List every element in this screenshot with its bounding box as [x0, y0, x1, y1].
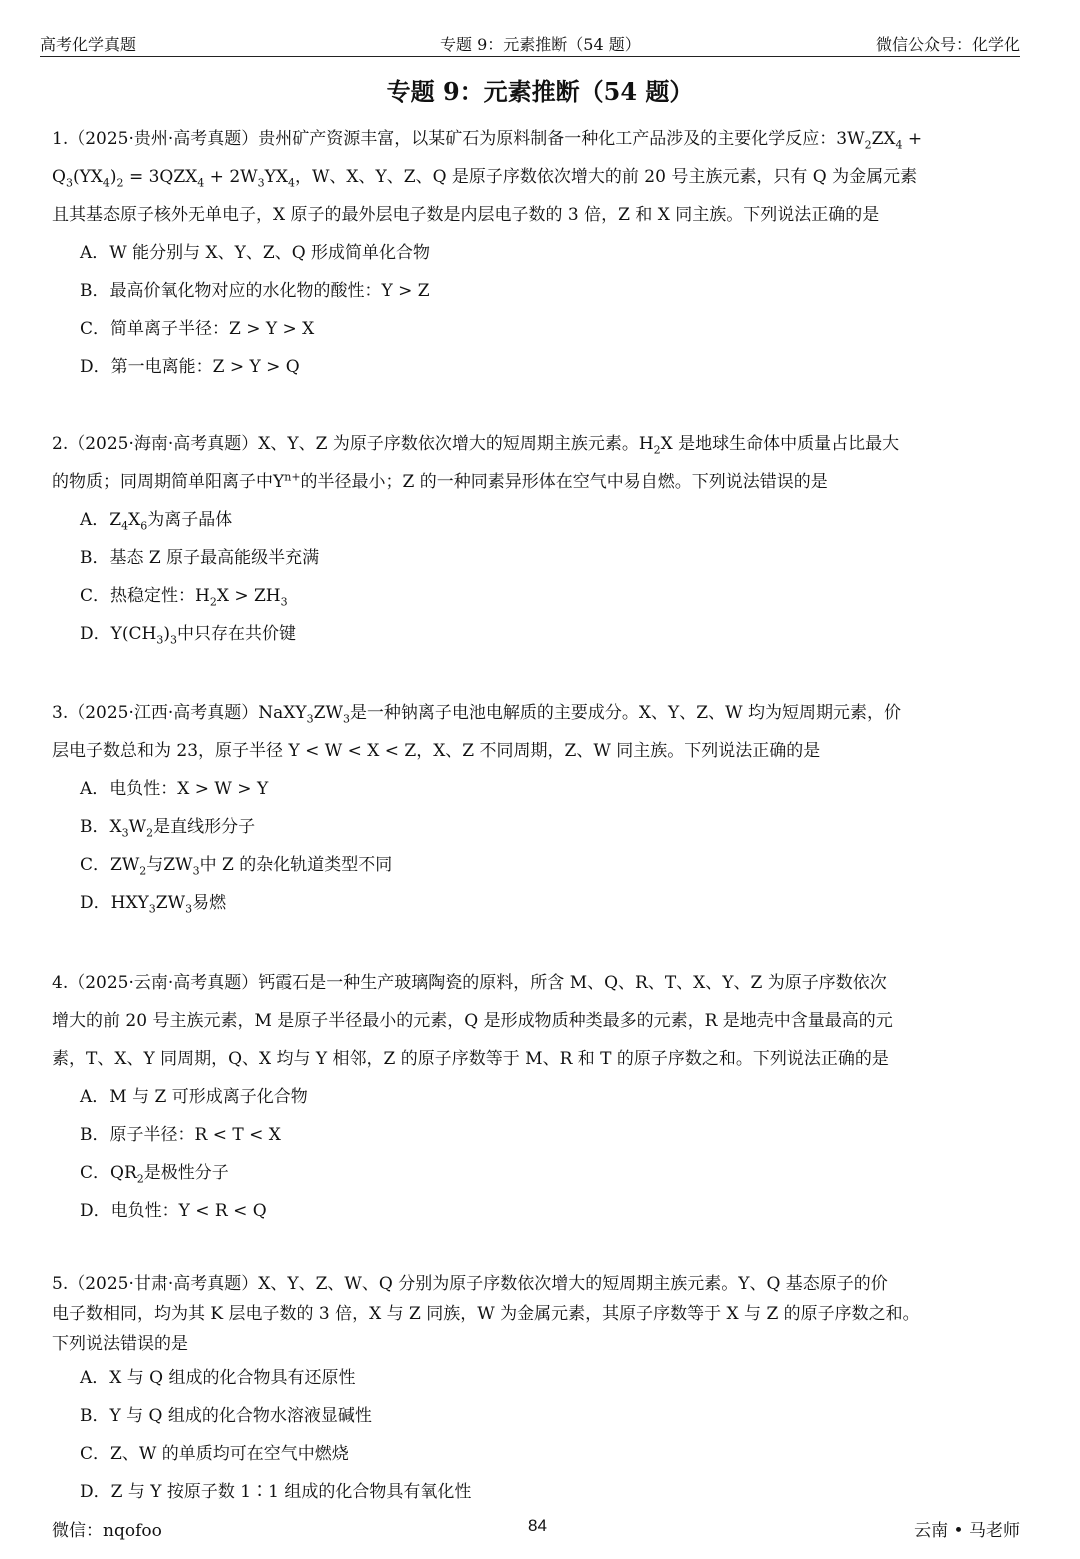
question-stem	[52, 120, 1024, 234]
page-footer	[52, 1516, 1020, 1540]
stem-line: 增大的前 20 号主族元素，M 是原子半径最小的元素，Q 是形成物质种类最多的元素，R 是地壳中含量最高的元	[52, 1011, 893, 1031]
option-d: D．Z 与 Y 按原子数 1∶1 组成的化合物具有氧化性	[80, 1482, 472, 1502]
question-stem	[52, 694, 1024, 770]
stem-line: 电子数相同，均为其 K 层电子数的 3 倍，X 与 Z 同族，W 为金属元素，其原子序数等于 X 与 Z 的原子序数之和。	[52, 1304, 920, 1324]
stem-line: 5.（2025·甘肃·高考真题）X、Y、Z、W、Q 分别为原子序数依次增大的短周期主族元素。Y、Q 基态原子的价	[52, 1274, 888, 1294]
header-left-text: 高考化学真题	[40, 35, 137, 54]
stem-line: 的物质；同周期简单阳离子中$Y^{n+}$的半径最小；Z 的一种同素异形体在空气中易自燃。下列说法错误的是	[52, 470, 828, 492]
stem-line: 层电子数总和为 23，原子半径 Y < W < X < Z，X、Z 不同周期，Z、W 同主族。下列说法正确的是	[52, 741, 821, 761]
stem-line: 下列说法错误的是	[52, 1334, 188, 1354]
stem-line: 2.（2025·海南·高考真题）X、Y、Z 为原子序数依次增大的短周期主族元素。$H_2X$ 是地球生命体中质量占比最大	[52, 434, 900, 457]
option-b: B．最高价氧化物对应的水化物的酸性：Y > Z	[80, 281, 430, 301]
option-d: D．电负性：Y < R < Q	[80, 1201, 267, 1221]
option-b: B．$X_3W_2$是直线形分子	[80, 817, 256, 840]
option-c: C．$QR_2$是极性分子	[80, 1163, 229, 1186]
option-a: A．W 能分别与 X、Y、Z、Q 形成简单化合物	[80, 243, 431, 263]
header-right-text: 微信公众号：化学化	[875, 35, 1020, 54]
stem-line: 1.（2025·贵州·高考真题）贵州矿产资源丰富，以某矿石为原料制备一种化工产品涉及的主要化学反应：$3W_2ZX_4$ +	[52, 129, 923, 152]
question-2	[52, 425, 1024, 653]
footer-wechat: 微信：nqofoo	[52, 1521, 162, 1541]
option-c: C．热稳定性：$H_2X > ZH_3$	[80, 586, 288, 609]
question-stem	[52, 964, 1024, 1078]
stem-line: 且其基态原子核外无单电子，X 原子的最外层电子数是内层电子数的 3 倍，Z 和 X 同主族。下列说法正确的是	[52, 205, 880, 225]
page-number: 84	[528, 1516, 547, 1535]
question-5	[52, 1269, 1024, 1511]
stem-line: $Q_3(YX_4)_2 = 3QZX_4 + 2W_3YX_4$，W、X、Y、Z、Q 是原子序数依次增大的前 20 号主族元素，只有 Q 为金属元素	[52, 167, 918, 190]
option-d: D．第一电离能：Z > Y > Q	[80, 357, 300, 377]
option-b: B．原子半径：R < T < X	[80, 1125, 281, 1145]
option-a: A．M 与 Z 可形成离子化合物	[80, 1087, 308, 1107]
option-c: C．$ZW_2$与$ZW_3$中 Z 的杂化轨道类型不同	[80, 855, 393, 878]
question-stem	[52, 1269, 1024, 1359]
option-b: B．Y 与 Q 组成的化合物水溶液显碱性	[80, 1406, 372, 1426]
page-title: 专题 9：元素推断（54 题）	[386, 77, 694, 106]
option-c: C．Z、W 的单质均可在空气中燃烧	[80, 1444, 349, 1464]
option-a: A．X 与 Q 组成的化合物具有还原性	[80, 1368, 356, 1388]
option-c: C．简单离子半径：Z > Y > X	[80, 319, 315, 339]
header-divider	[40, 56, 1020, 57]
option-d: D．$HXY_3ZW_3$易燃	[80, 893, 227, 916]
stem-line: 素，T、X、Y 同周期，Q、X 均与 Y 相邻，Z 的原子序数等于 M、R 和 T 的原子序数之和。下列说法正确的是	[52, 1049, 889, 1069]
question-3	[52, 694, 1024, 922]
footer-author: 云南 • 马老师	[914, 1521, 1020, 1541]
option-a: A．电负性：X > W > Y	[80, 779, 269, 799]
question-4	[52, 964, 1024, 1230]
option-b: B．基态 Z 原子最高能级半充满	[80, 548, 320, 568]
stem-line: 4.（2025·云南·高考真题）钙霞石是一种生产玻璃陶瓷的原料，所含 M、Q、R、T、X、Y、Z 为原子序数依次	[52, 973, 887, 993]
page-header	[40, 32, 1020, 56]
stem-line: 3.（2025·江西·高考真题）$NaXY_3ZW_3$是一种钠离子电池电解质的主要成分。X、Y、Z、W 均为短周期元素，价	[52, 703, 901, 726]
question-stem	[52, 425, 1024, 501]
header-center-text: 专题 9：元素推断（54 题）	[440, 35, 641, 54]
option-a: A．$Z_4X_6$为离子晶体	[80, 510, 233, 533]
option-d: D．$Y(CH_3)_3$中只存在共价键	[80, 624, 296, 647]
question-1	[52, 120, 1024, 386]
